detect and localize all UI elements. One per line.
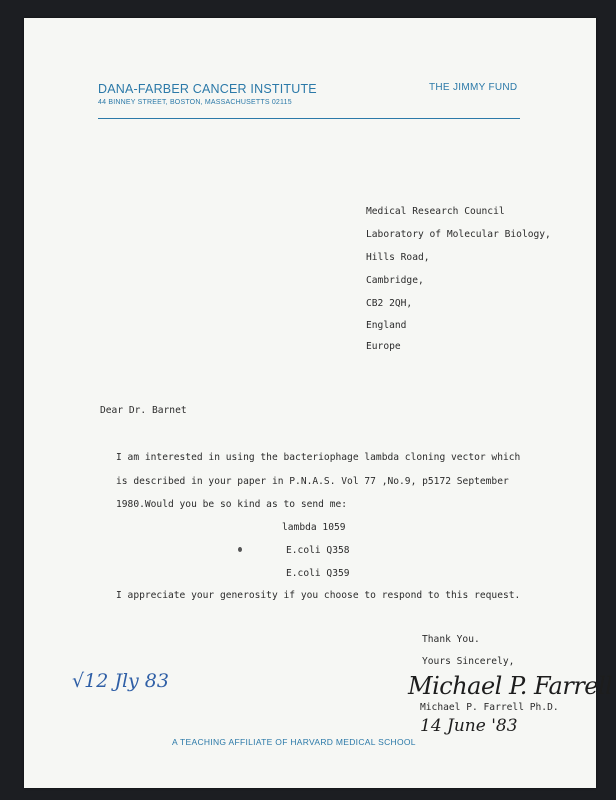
handwritten-signature: Michael P. Farrell [408,672,613,700]
request-item: lambda 1059 [282,522,346,533]
recipient-line: Hills Road, [366,252,430,263]
body-line: is described in your paper in P.N.A.S. Vol 77 ,No.9, p5172 September [116,476,509,487]
request-item: E.coli Q358 [286,545,350,556]
recipient-line: CB2 2QH, [366,298,413,309]
recipient-line: Medical Research Council [366,206,505,217]
body-line: 1980.Would you be so kind as to send me: [116,499,348,510]
letterhead-address: 44 BINNEY STREET, BOSTON, MASSACHUSETTS 02115 [98,99,292,106]
letterhead-footer: A TEACHING AFFILIATE OF HARVARD MEDICAL SCHOOL [172,737,416,747]
recipient-line: Cambridge, [366,275,424,286]
salutation: Dear Dr. Barnet [100,405,187,416]
recipient-line: Europe [366,341,401,352]
request-item: E.coli Q359 [286,568,350,579]
handwritten-date: 14 June '83 [420,716,518,736]
letter-page [24,18,613,788]
recipient-line: Laboratory of Molecular Biology, [366,229,551,240]
typed-name: Michael P. Farrell Ph.D. [420,702,559,713]
body-line: I am interested in using the bacteriophage lambda cloning vector which [116,452,521,463]
handwritten-annotation: √12 Jly 83 [72,670,169,692]
letterhead-rule [98,118,520,119]
yours-line: Yours Sincerely, [422,656,515,667]
letterhead-institute: DANA-FARBER CANCER INSTITUTE [98,82,317,96]
letterhead-fund: THE JIMMY FUND [429,82,518,93]
thanks-line: Thank You. [422,634,480,645]
body-closing-line: I appreciate your generosity if you choose to respond to this request. [116,590,521,601]
recipient-line: England [366,320,407,331]
ink-speck [238,547,242,552]
